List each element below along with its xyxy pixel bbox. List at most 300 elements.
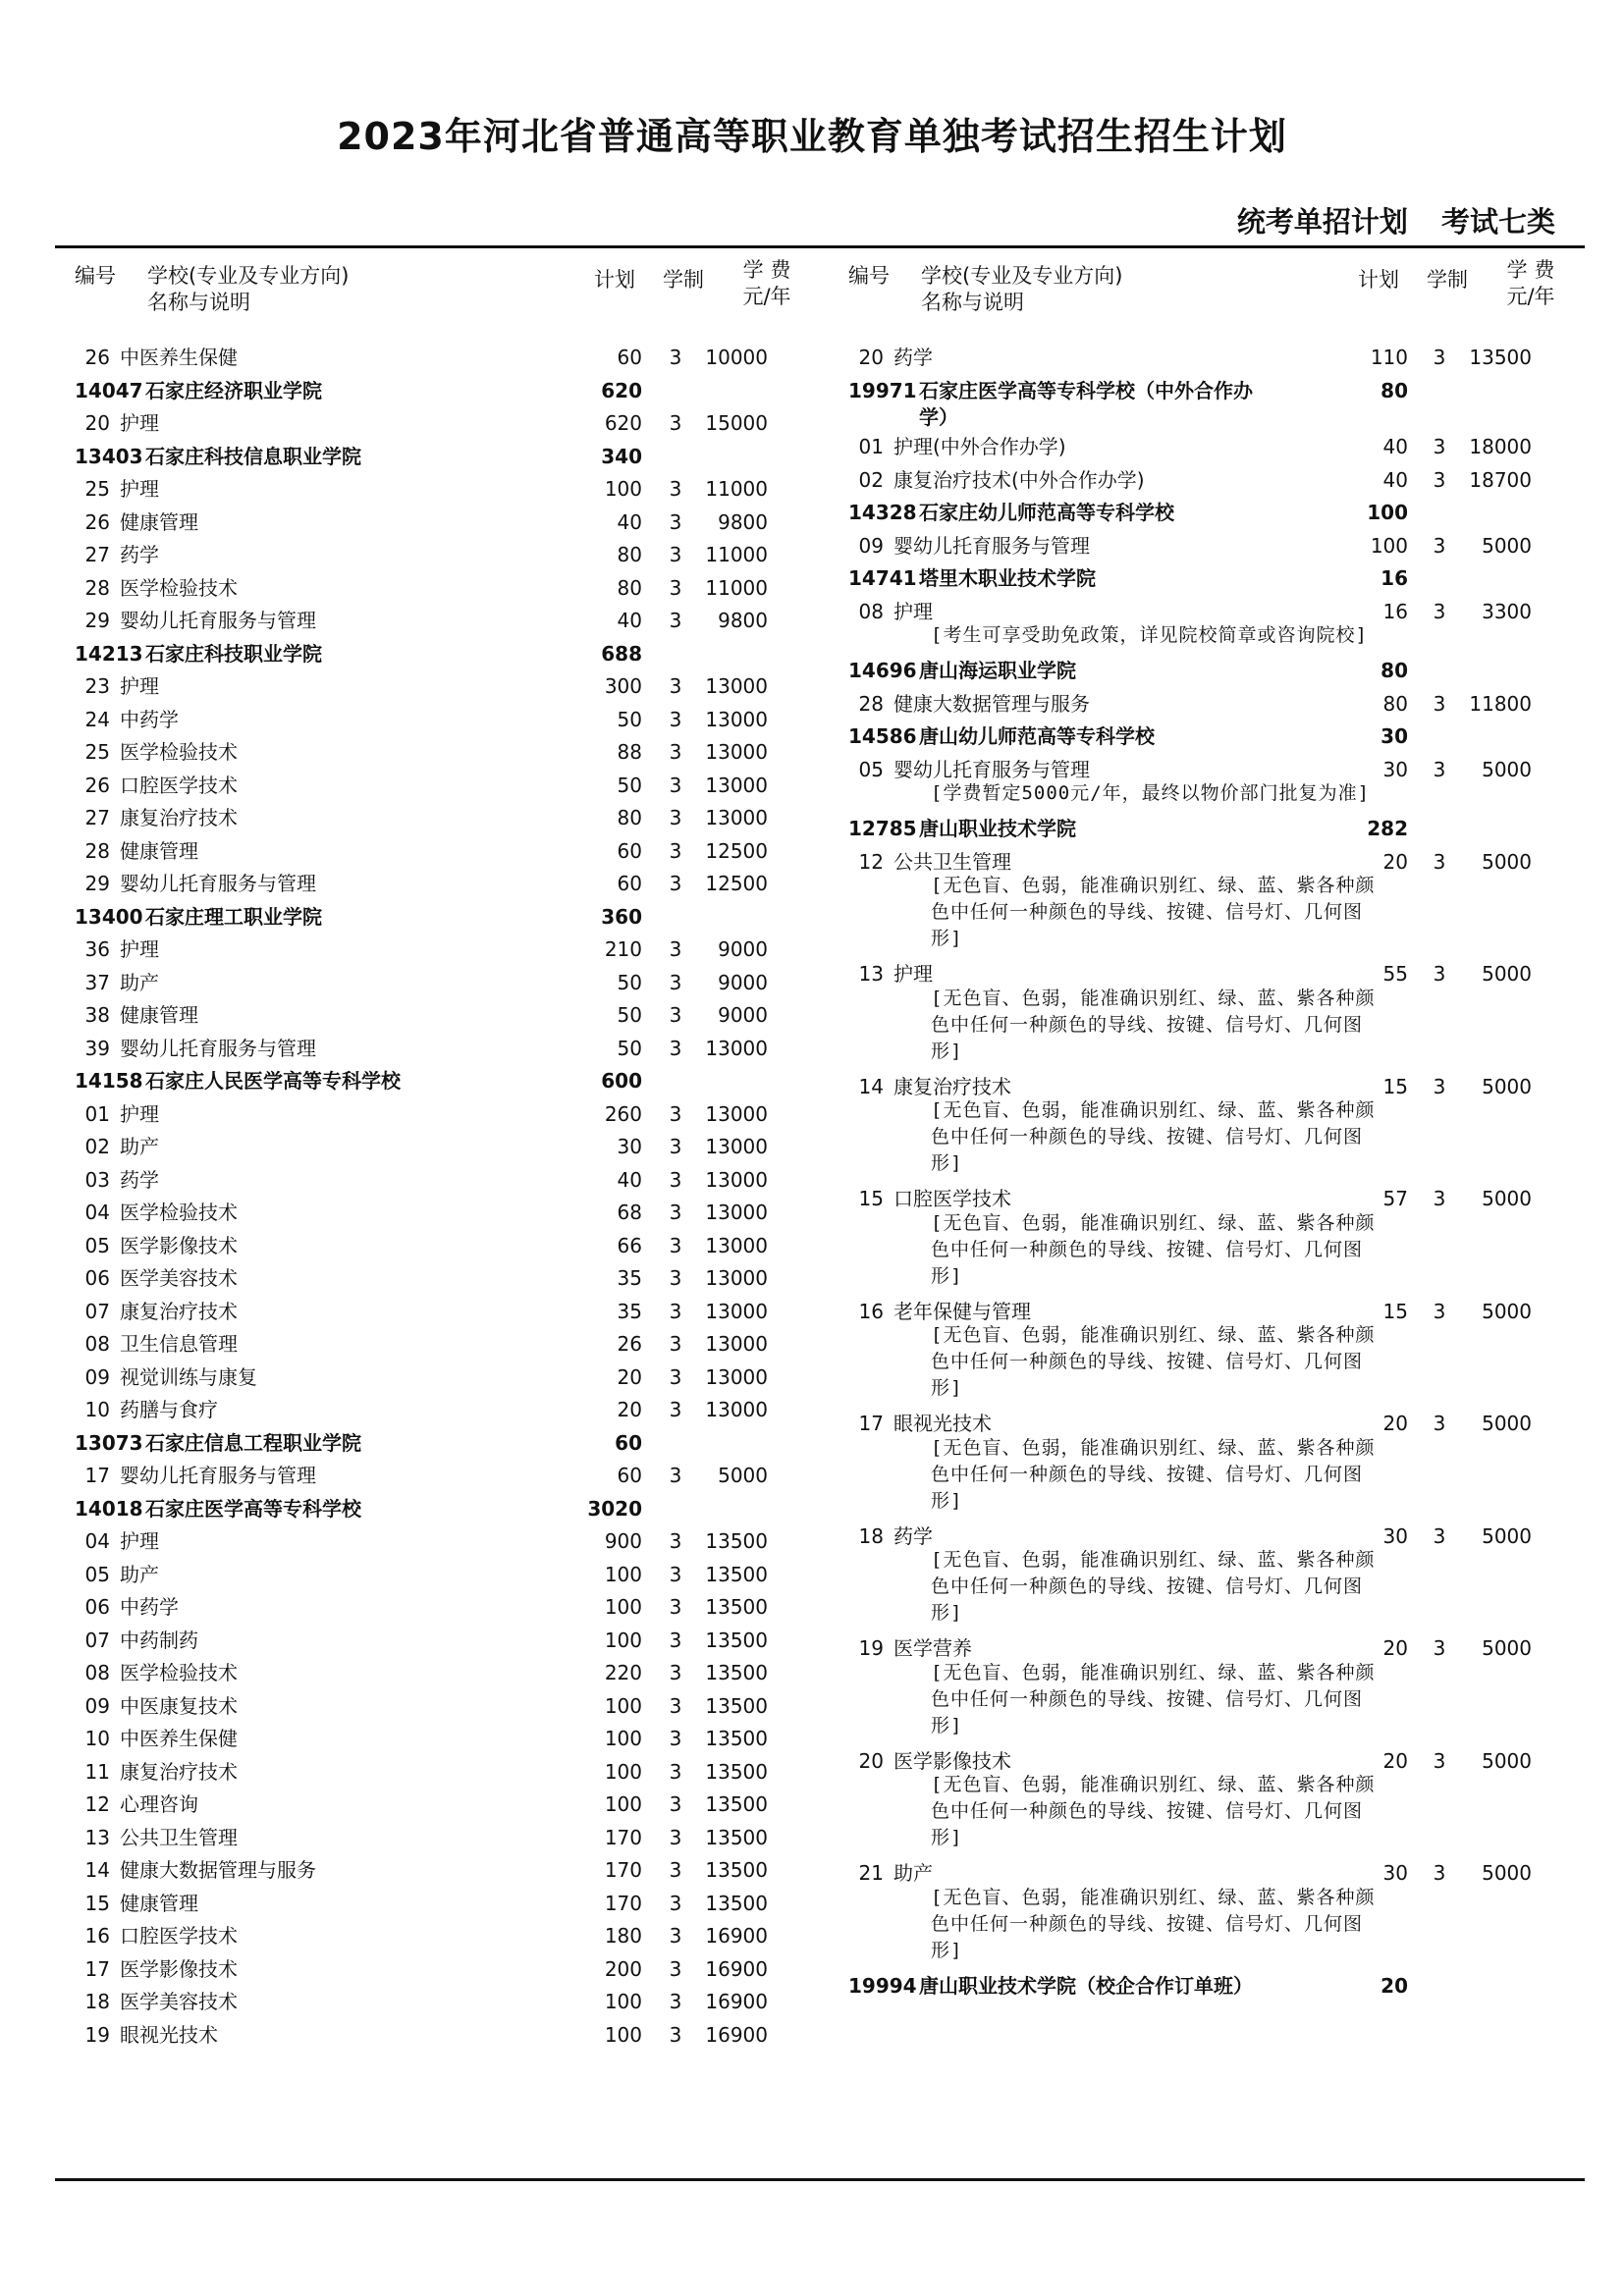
major-years: 3 [1433,1861,1446,1885]
major-name: 药学 [893,346,933,369]
school-plan: 282 [1367,817,1408,840]
major-row [75,1591,811,1625]
major-row [848,1745,1575,1852]
major-years: 3 [669,543,682,566]
major-code: 07 [84,1628,110,1652]
major-name: 护理 [120,674,159,698]
major-code: 37 [84,970,110,994]
major-plan: 30 [1382,757,1408,781]
major-note: [无色盲、色弱，能准确识别红、绿、蓝、紫各种颜色中任何一种颜色的导线、按键、信号灯、几何图形] [931,1324,1376,1399]
major-code: 27 [84,543,110,566]
school-name: 石家庄医学高等专科学校 [145,1496,361,1521]
school-row [848,1970,1575,2003]
major-name: 健康管理 [120,1891,198,1915]
major-years: 3 [669,838,682,863]
school-code: 14018 [75,1496,143,1521]
major-years: 3 [669,970,682,994]
major-fee: 11800 [1469,691,1532,716]
major-fee: 16900 [705,1990,768,2013]
major-years: 3 [669,1858,682,1882]
major-name: 心理咨询 [120,1792,198,1816]
major-years: 3 [669,509,682,534]
major-years: 3 [669,740,682,764]
major-plan: 35 [617,1299,642,1323]
school-plan: 3020 [587,1496,642,1521]
header-school-line2: 名称与说明 [921,291,1024,314]
major-row [75,704,811,737]
major-name: 视觉训练与康复 [120,1364,257,1389]
major-name: 康复治疗技术 [893,1074,1011,1098]
major-code: 09 [84,1693,110,1718]
major-row [75,1262,811,1296]
major-code: 19 [858,1636,884,1660]
major-name: 婴幼儿托育服务与管理 [120,1036,316,1060]
major-fee: 16900 [705,2022,768,2047]
major-years: 3 [669,1398,682,1421]
major-code: 02 [84,1135,110,1158]
header-code: 编号 [75,264,116,288]
header-plan: 计划 [594,268,635,292]
major-plan: 50 [617,970,642,994]
major-years: 3 [1433,1636,1446,1660]
major-note: [无色盲、色弱，能准确识别红、绿、蓝、紫各种颜色中任何一种颜色的导线、按键、信号灯、几何图形] [931,1774,1376,1848]
major-row [75,1723,811,1756]
major-fee: 13000 [705,1299,768,1323]
major-row [848,342,1575,375]
major-row [848,1521,1575,1628]
major-name: 中医养生保健 [120,346,238,369]
major-plan: 35 [617,1266,642,1290]
header-school-line1: 学校(专业及专业方向) [921,264,1123,288]
major-row [75,1789,811,1822]
major-years: 3 [669,1167,682,1192]
major-code: 26 [84,773,110,797]
major-name: 中药学 [120,1595,179,1619]
major-years: 3 [1433,1523,1446,1548]
major-row [848,754,1575,808]
major-fee: 13000 [705,674,768,698]
major-name: 助产 [120,1562,159,1586]
school-plan: 80 [1380,378,1408,402]
major-note: [无色盲、色弱，能准确识别红、绿、蓝、紫各种颜色中任何一种颜色的导线、按键、信号灯、几何图形] [931,1436,1376,1512]
school-name: 石家庄信息工程职业学院 [145,1430,361,1455]
major-row [848,596,1575,650]
major-name: 口腔医学技术 [893,1187,1011,1210]
major-name: 健康管理 [120,838,198,863]
major-row [75,407,811,441]
major-row [75,342,811,375]
school-code: 14213 [75,641,143,666]
major-fee: 18700 [1469,467,1532,492]
major-name: 护理 [120,411,159,435]
major-code: 08 [858,599,884,623]
major-name: 中药制药 [120,1628,198,1652]
major-code: 15 [858,1187,884,1210]
major-name: 眼视光技术 [120,2022,218,2047]
major-row [848,1857,1575,1964]
school-name: 石家庄人民医学高等专科学校 [145,1069,401,1093]
major-years: 3 [669,1332,682,1356]
school-plan: 360 [601,904,642,929]
header-years: 学制 [663,268,704,292]
major-fee: 13500 [705,1595,768,1619]
major-plan: 100 [604,1693,642,1718]
school-code: 14328 [848,501,917,524]
major-plan: 100 [1370,533,1408,558]
major-fee: 12500 [705,872,768,895]
school-code: 14696 [848,659,917,682]
major-code: 13 [84,1825,110,1849]
school-code: 13400 [75,904,143,929]
major-fee: 10000 [705,346,768,369]
major-name: 药膳与食疗 [120,1398,218,1421]
major-row [75,770,811,803]
major-plan: 20 [1382,1636,1408,1660]
major-plan: 100 [604,477,642,501]
major-row [848,1296,1575,1403]
major-plan: 15 [1382,1074,1408,1098]
school-row [75,638,811,671]
major-name: 护理(中外合作办学) [893,435,1066,458]
major-years: 3 [669,1036,682,1060]
major-row [75,1986,811,2019]
major-row [848,530,1575,563]
major-name: 健康管理 [120,1003,198,1027]
major-fee: 13500 [705,1891,768,1915]
major-fee: 13000 [705,1233,768,1257]
major-row [848,1632,1575,1739]
major-plan: 26 [617,1332,642,1356]
header-fee-line1: 学 费 [1506,258,1555,282]
major-code: 18 [858,1523,884,1548]
major-fee: 5000 [1482,1748,1532,1773]
major-plan: 900 [604,1529,642,1553]
major-code: 17 [84,1464,110,1487]
major-code: 25 [84,477,110,501]
major-row [848,846,1575,953]
major-name: 医学检验技术 [120,1661,238,1684]
major-fee: 13500 [705,1693,768,1718]
major-name: 助产 [893,1861,933,1885]
major-plan: 110 [1370,346,1408,369]
major-years: 3 [669,477,682,501]
major-name: 医学影像技术 [120,1233,238,1257]
major-plan: 60 [617,838,642,863]
major-name: 医学影像技术 [893,1748,1011,1773]
major-years: 3 [1433,467,1446,492]
major-name: 婴幼儿托育服务与管理 [120,872,316,895]
school-row [848,562,1575,596]
major-note: [学费暂定5000元/年，最终以物价部门批复为准] [931,782,1371,804]
header-fee-line2: 元/年 [742,285,791,308]
major-code: 15 [84,1891,110,1915]
school-row [75,901,811,934]
major-code: 20 [858,346,884,369]
major-code: 13 [858,962,884,986]
major-fee: 13500 [705,1792,768,1816]
school-code: 14741 [848,566,917,590]
major-fee: 13000 [705,1167,768,1192]
major-name: 护理 [120,1529,159,1553]
major-plan: 80 [617,806,642,829]
major-fee: 9000 [718,970,768,994]
major-plan: 50 [617,1003,642,1027]
major-code: 38 [84,1003,110,1027]
major-fee: 11000 [705,477,768,501]
major-years: 3 [1433,757,1446,781]
major-plan: 40 [617,1167,642,1192]
major-note: [无色盲、色弱，能准确识别红、绿、蓝、紫各种颜色中任何一种颜色的导线、按键、信号灯、几何图形] [931,1886,1376,1961]
school-plan: 620 [601,378,642,402]
major-plan: 620 [604,411,642,435]
major-name: 医学影像技术 [120,1956,238,1981]
major-years: 3 [669,1299,682,1323]
major-years: 3 [1433,435,1446,458]
major-code: 27 [84,806,110,829]
table-header [848,257,1575,342]
major-code: 12 [84,1792,110,1816]
major-code: 36 [84,937,110,961]
major-plan: 100 [604,1628,642,1652]
major-fee: 13500 [705,1727,768,1750]
school-name: 唐山职业技术学院（校企合作订单班） [919,1973,1253,1998]
major-row [75,605,811,638]
major-name: 药学 [120,543,159,566]
major-row [75,934,811,967]
major-years: 3 [669,2022,682,2047]
major-name: 护理 [893,599,933,623]
major-row [75,1657,811,1690]
major-fee: 13000 [705,806,768,829]
school-plan: 16 [1380,566,1408,590]
major-fee: 5000 [1482,849,1532,874]
major-code: 14 [858,1074,884,1098]
major-fee: 13000 [705,1101,768,1126]
school-name: 石家庄科技信息职业学院 [145,444,361,468]
major-fee: 13000 [705,1332,768,1356]
major-fee: 16900 [705,1956,768,1981]
major-code: 19 [84,2022,110,2047]
major-row [75,539,811,572]
major-fee: 9000 [718,1003,768,1027]
major-code: 28 [84,838,110,863]
major-code: 16 [84,1924,110,1948]
major-plan: 180 [604,1924,642,1948]
major-plan: 80 [1382,691,1408,716]
major-name: 口腔医学技术 [120,773,238,797]
major-plan: 30 [1382,1861,1408,1885]
major-note: [无色盲、色弱，能准确识别红、绿、蓝、紫各种颜色中任何一种颜色的导线、按键、信号灯、几何图形] [931,1549,1376,1624]
major-name: 婴幼儿托育服务与管理 [120,1464,316,1487]
major-code: 06 [84,1595,110,1619]
major-years: 3 [669,1693,682,1718]
major-row [75,1756,811,1789]
major-name: 婴幼儿托育服务与管理 [893,757,1090,781]
major-plan: 15 [1382,1299,1408,1323]
major-note: [无色盲、色弱，能准确识别红、绿、蓝、紫各种颜色中任何一种颜色的导线、按键、信号灯、几何图形] [931,875,1376,949]
major-name: 康复治疗技术 [120,1759,238,1784]
major-years: 3 [669,1825,682,1849]
school-row [848,497,1575,530]
major-plan: 40 [1382,467,1408,492]
major-row [75,1953,811,1987]
major-years: 3 [669,1661,682,1684]
school-name: 石家庄医学高等专科学校（中外合作办 [919,378,1253,402]
major-row [75,1525,811,1559]
major-name: 医学美容技术 [120,1266,238,1290]
major-name: 医学营养 [893,1636,972,1660]
right-table-body [848,342,1575,2002]
major-row [75,572,811,606]
major-code: 20 [84,411,110,435]
major-plan: 55 [1382,962,1408,986]
major-fee: 11000 [705,575,768,600]
major-fee: 13500 [705,1825,768,1849]
major-fee: 13500 [705,1661,768,1684]
major-years: 3 [1433,691,1446,716]
major-row [75,1230,811,1263]
major-code: 21 [858,1861,884,1885]
major-plan: 40 [617,509,642,534]
school-name: 唐山海运职业学院 [919,659,1076,682]
major-name: 助产 [120,970,159,994]
major-plan: 60 [617,1464,642,1487]
major-years: 3 [1433,1748,1446,1773]
major-code: 01 [84,1101,110,1126]
major-row [75,835,811,869]
header-years: 学制 [1427,268,1468,292]
major-fee: 9800 [718,609,768,632]
major-years: 3 [669,806,682,829]
major-plan: 100 [604,1759,642,1784]
school-plan: 60 [615,1430,642,1455]
major-name: 医学检验技术 [120,740,238,764]
major-name: 老年保健与管理 [893,1299,1031,1323]
major-years: 3 [669,1364,682,1389]
major-row [75,802,811,835]
school-code: 13403 [75,444,143,468]
major-fee: 5000 [1482,962,1532,986]
major-years: 3 [669,1759,682,1784]
major-plan: 20 [1382,1748,1408,1773]
page-title: 2023年河北省普通高等职业教育单独考试招生招生计划 [337,115,1287,158]
table-header [75,257,811,342]
school-name: 石家庄科技职业学院 [145,641,322,666]
major-years: 3 [669,1727,682,1750]
major-years: 3 [669,707,682,731]
major-note: [无色盲、色弱，能准确识别红、绿、蓝、紫各种颜色中任何一种颜色的导线、按键、信号灯、几何图形] [931,1661,1376,1736]
major-plan: 57 [1382,1187,1408,1210]
major-years: 3 [1433,533,1446,558]
major-fee: 13000 [705,740,768,764]
major-row [75,1197,811,1230]
major-row [75,1033,811,1066]
major-code: 01 [858,435,884,458]
major-fee: 13000 [705,1364,768,1389]
major-code: 14 [84,1858,110,1882]
major-years: 3 [669,674,682,698]
major-plan: 170 [604,1858,642,1882]
page-subtitle [1214,200,1555,240]
major-name: 健康管理 [120,509,198,534]
major-years: 3 [1433,1412,1446,1435]
major-row [848,1071,1575,1178]
bottom-rule [55,2178,1585,2181]
major-fee: 13000 [705,773,768,797]
school-plan: 20 [1380,1973,1408,1998]
major-years: 3 [669,1529,682,1553]
major-plan: 100 [604,1792,642,1816]
major-code: 04 [84,1529,110,1553]
major-fee: 18000 [1469,435,1532,458]
major-years: 3 [669,773,682,797]
major-code: 17 [858,1412,884,1435]
major-plan: 100 [604,1562,642,1586]
subtitle-plan-type: 统考单招计划 [1236,205,1408,239]
major-fee: 16900 [705,1924,768,1948]
major-note: [无色盲、色弱，能准确识别红、绿、蓝、紫各种颜色中任何一种颜色的导线、按键、信号灯、几何图形] [931,1211,1376,1287]
school-code: 12785 [848,817,917,840]
major-plan: 30 [617,1135,642,1158]
major-fee: 5000 [1482,1636,1532,1660]
major-plan: 100 [604,1727,642,1750]
school-row [75,375,811,408]
header-school-line1: 学校(专业及专业方向) [147,264,350,288]
major-fee: 13000 [705,1266,768,1290]
major-name: 护理 [120,477,159,501]
major-fee: 13500 [705,1628,768,1652]
major-plan: 20 [1382,849,1408,874]
school-name: 石家庄幼儿师范高等专科学校 [919,501,1174,524]
major-years: 3 [669,1990,682,2013]
header-school [147,263,349,316]
major-fee: 13000 [705,1398,768,1421]
major-row [75,1328,811,1362]
major-name: 公共卫生管理 [893,849,1011,874]
major-note: [无色盲、色弱，能准确识别红、绿、蓝、紫各种颜色中任何一种颜色的导线、按键、信号灯、几何图形] [931,987,1376,1062]
major-years: 3 [669,609,682,632]
school-name: 石家庄经济职业学院 [145,378,322,402]
major-years: 3 [669,1924,682,1948]
major-plan: 40 [1382,435,1408,458]
major-name: 医学美容技术 [120,1990,238,2013]
major-fee: 9000 [718,937,768,961]
major-name: 公共卫生管理 [120,1825,238,1849]
major-fee: 15000 [705,411,768,435]
major-plan: 50 [617,1036,642,1060]
major-code: 29 [84,609,110,632]
major-name: 护理 [120,937,159,961]
major-code: 18 [84,1990,110,2013]
major-years: 3 [669,1792,682,1816]
major-fee: 13000 [705,1201,768,1224]
major-fee: 5000 [1482,1861,1532,1885]
major-row [75,1460,811,1493]
major-fee: 3300 [1482,599,1532,623]
school-row [75,1427,811,1461]
major-years: 3 [1433,1074,1446,1098]
major-row [75,1888,811,1921]
major-row [75,1362,811,1395]
left-column [75,257,811,2052]
major-code: 05 [84,1562,110,1586]
major-name: 中医康复技术 [120,1693,238,1718]
major-name: 健康大数据管理与服务 [120,1858,316,1882]
major-name: 医学检验技术 [120,575,238,600]
major-name: 康复治疗技术 [120,1299,238,1323]
major-years: 3 [669,411,682,435]
school-name: 唐山幼儿师范高等专科学校 [919,724,1155,748]
